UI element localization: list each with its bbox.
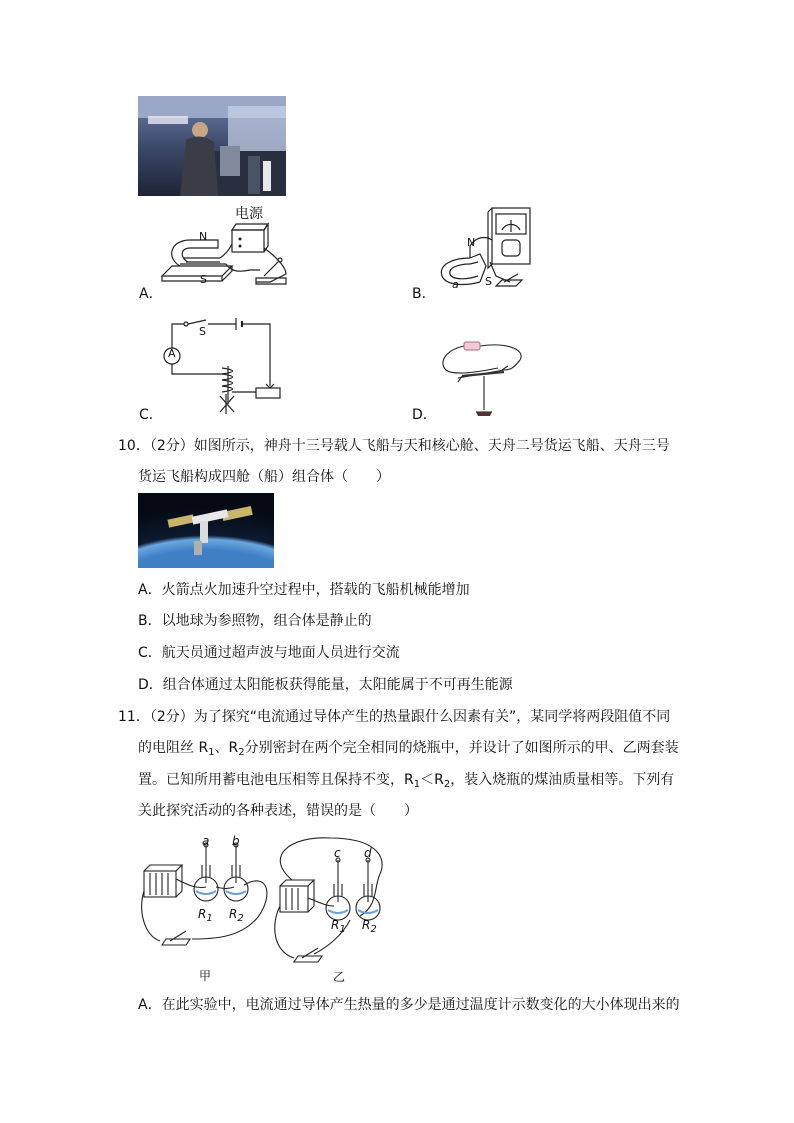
q11-stem-line2: 的电阻丝 $R_1$、$R_2$分别密封在两个完全相同的烧瓶中，并设计了如图所示的甲、乙两套装 <box>138 740 679 758</box>
yi-label-r2: $R_2$ <box>362 918 377 935</box>
q10-option-d[interactable]: D．组合体通过太阳能板获得能量，太阳能属于不可再生能源 <box>138 677 513 693</box>
jia-label-r2: $R_2$ <box>229 907 244 924</box>
option-c-s-label: S <box>199 325 206 338</box>
option-c-letter: C． <box>139 407 163 423</box>
q11-option-a[interactable]: A．在此实验中，电流通过导体产生热量的多少是通过温度计示数变化的大小体现出来的 <box>138 997 680 1013</box>
option-a-letter: A． <box>139 286 163 302</box>
option-b-s-label: S <box>485 275 492 288</box>
q11-stem-line3: 置。已知所用蓄电池电压相等且保持不变，$R_1<R_2$，装入烧瓶的煤油质量相等。下列有 <box>138 772 675 790</box>
gate-photo <box>138 96 286 196</box>
q11-stem-line1: 11．（2分）为了探究“电流通过导体产生的热量跟什么因素有关”，某同学将两段阻值不同 <box>118 709 671 725</box>
option-d-letter: D． <box>412 407 437 423</box>
q10-stem-line1: 10．（2分）如图所示，神舟十三号载人飞船与天和核心舱、天舟二号货运飞船、天舟三号 <box>118 438 670 454</box>
option-d-figure <box>438 336 528 418</box>
yi-label-c: c <box>334 846 341 860</box>
jia-label-a: a <box>202 834 210 848</box>
q10-option-b[interactable]: B．以地球为参照物，组合体是静止的 <box>138 613 372 629</box>
q10-option-a[interactable]: A．火箭点火加速升空过程中，搭载的飞船机械能增加 <box>138 582 470 598</box>
yi-caption: 乙 <box>333 970 346 984</box>
option-a-figure <box>160 218 300 293</box>
jia-label-b: b <box>232 834 240 848</box>
option-a-n-label: N <box>199 230 208 243</box>
yi-label-r1: $R_1$ <box>331 918 346 935</box>
q11-stem-line4: 关此探究活动的各种表述，错误的是（ ） <box>138 803 418 819</box>
yi-label-d: d <box>364 846 372 860</box>
q10-stem-line2: 货运飞船构成四舱（船）组合体（ ） <box>138 469 390 485</box>
ammeter-label: A <box>168 347 176 360</box>
power-source-label: 电源 <box>235 206 263 222</box>
option-b-a-label: a <box>452 278 459 291</box>
apparatus-jia-figure <box>140 835 270 965</box>
space-station-photo <box>138 493 274 568</box>
jia-caption: 甲 <box>199 969 212 983</box>
option-c-figure <box>160 316 290 420</box>
option-a-s-label: S <box>200 273 207 286</box>
option-b-n-label: N <box>467 236 476 249</box>
jia-label-r1: $R_1$ <box>198 907 213 924</box>
option-b-letter: B． <box>412 286 436 302</box>
q10-option-c[interactable]: C．航天员通过超声波与地面人员进行交流 <box>138 645 400 661</box>
